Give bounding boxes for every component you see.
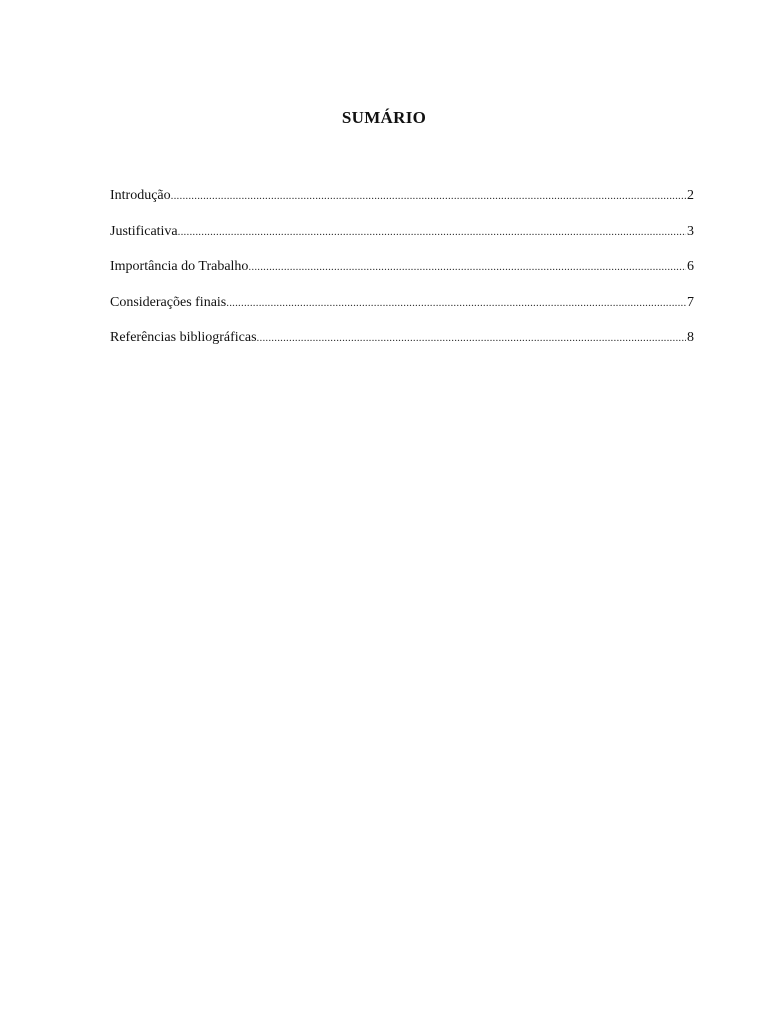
toc-dot-leader [178,220,686,244]
toc-entry-consideracoes[interactable] [110,291,694,315]
toc-dot-leader [257,326,686,350]
toc-dot-leader [248,255,686,279]
toc-entry-label: Considerações finais [110,294,227,310]
toc-entry-page-number: 6 [687,259,694,274]
toc-entry-introducao[interactable] [110,184,694,208]
toc-entry-page-number: 7 [687,294,694,310]
toc-dot-leader [226,291,686,315]
toc-dot-leader [171,184,686,208]
table-of-contents [110,184,694,362]
toc-entry-label: Referências bibliográficas [110,330,257,345]
toc-entry-page-number: 2 [687,188,694,203]
toc-entry-page-number: 8 [687,330,694,345]
toc-entry-justificativa[interactable] [110,220,694,244]
toc-entry-label: Importância do Trabalho [110,259,249,274]
page-title: SUMÁRIO [341,108,427,127]
toc-entry-label: Introdução [110,188,171,203]
toc-entry-importancia[interactable] [110,255,694,279]
toc-entry-page-number: 3 [687,223,694,239]
toc-entry-referencias[interactable] [110,326,694,350]
toc-entry-label: Justificativa [110,223,178,239]
